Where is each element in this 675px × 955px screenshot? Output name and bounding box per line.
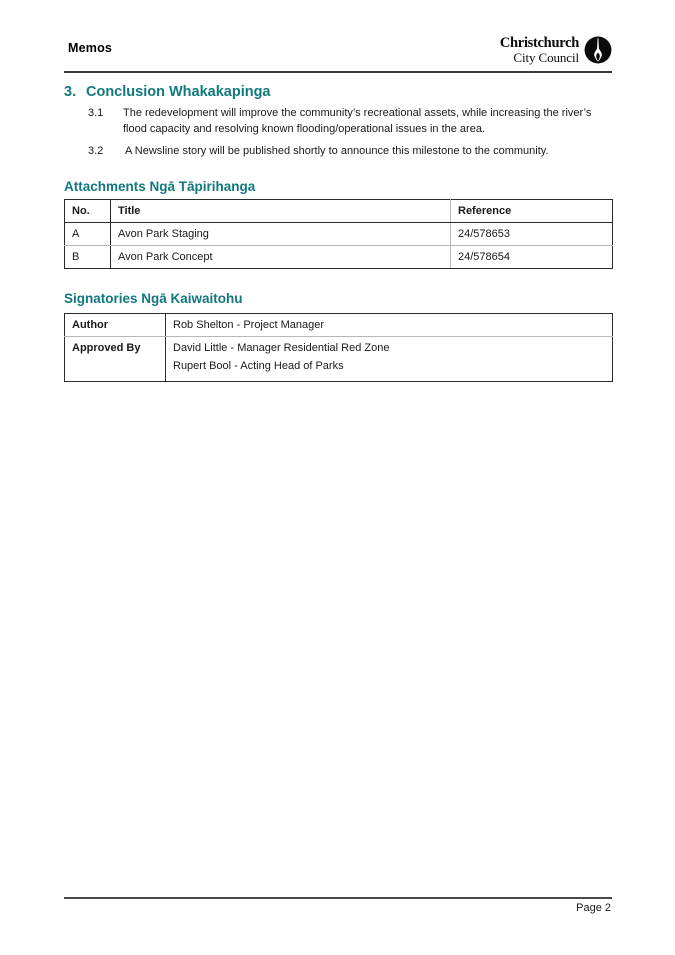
council-logo [500,36,612,64]
cell-reference: 24/578653 [451,223,613,246]
signatory-entry: David Little - Manager Residential Red Zone [173,342,390,354]
row-value-approved-by [166,337,613,382]
section-number: 3. [64,84,77,100]
logo-line-1: Christchurch [499,35,579,51]
page-number: Page 2 [576,902,611,914]
table-row [65,246,613,269]
logo-text [500,36,579,64]
column-header-no: No. [65,200,111,223]
row-label-approved-by: Approved By [65,337,166,382]
paragraph-number: 3.2 [88,145,104,157]
signatory-entry: Rupert Bool - Acting Head of Parks [173,360,344,372]
logo-line-2: City Council [513,49,579,65]
cell-reference: 24/578654 [451,246,613,269]
cell-no: A [65,223,111,246]
signatories-table [64,313,613,382]
cell-no: B [65,246,111,269]
attachments-table [64,199,613,269]
table-row [65,223,613,246]
column-header-reference: Reference [451,200,613,223]
paragraph-text: The redevelopment will improve the community’s recreational assets, while increasing the river’s flood capacity and resolving known flooding/operational issues in the area. [123,107,592,135]
row-label-author: Author [65,314,166,337]
table-row [65,337,613,382]
table-header-row [65,200,613,223]
footer-divider [64,897,612,899]
column-header-title: Title [111,200,451,223]
signatory-entry: Rob Shelton - Project Manager [173,319,325,331]
header-title: Memos [68,41,113,55]
cell-title: Avon Park Staging [111,223,451,246]
christchurch-city-council-logo-icon [584,36,612,64]
header-divider [64,71,612,73]
cell-title: Avon Park Concept [111,246,451,269]
section-heading-signatories: Signatories Ngā Kaiwaitohu [64,291,243,306]
paragraph-text: A Newsline story will be published shortly to announce this milestone to the community. [125,145,549,157]
section-title: Conclusion Whakakapinga [86,84,271,100]
row-value-author [166,314,613,337]
paragraph-number: 3.1 [88,107,104,119]
page-header [64,36,612,70]
section-heading-attachments: Attachments Ngā Tāpirihanga [64,179,256,194]
table-row [65,314,613,337]
